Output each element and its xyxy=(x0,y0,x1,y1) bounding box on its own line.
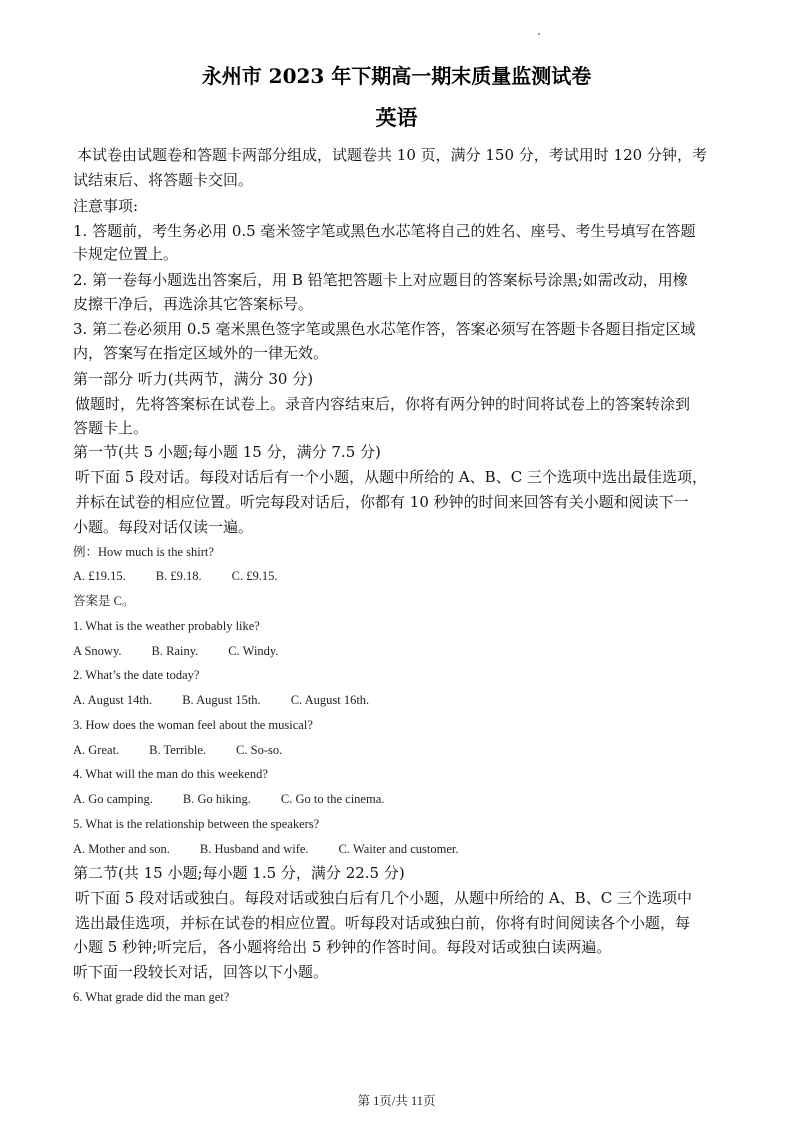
question-5: 5. What is the relationship between the speakers? xyxy=(73,817,320,831)
option-c: C. Go to the cinema. xyxy=(280,792,385,806)
option-b: B. August 15th. xyxy=(182,693,261,707)
question-2-options xyxy=(73,690,399,710)
section2-instruction: 听下面一段较长对话，回答以下小题。 xyxy=(73,963,329,981)
note-2-line-2: 皮擦干净后，再选涂其它答案标号。 xyxy=(73,295,314,313)
notes-heading: 注意事项: xyxy=(73,197,139,215)
question-3-options xyxy=(73,740,312,760)
option-b: B. Rainy. xyxy=(151,644,199,658)
question-1-options xyxy=(73,641,308,661)
option-a: A. August 14th. xyxy=(73,693,153,707)
note-2-line-1: 2. 第一卷每小题选出答案后，用 B 铅笔把答题卡上对应题目的答案标号涂黑;如需改动，用橡 xyxy=(73,271,688,289)
exam-title: 永州市 2023 年下期高一期末质量监测试卷 xyxy=(201,64,592,88)
option-a: A. Mother and son. xyxy=(73,842,170,856)
section1-heading: 第一节(共 5 小题;每小题 15 分，满分 7.5 分) xyxy=(73,443,381,461)
note-1-line-2: 卡规定位置上。 xyxy=(73,245,179,263)
option-c: C. So-so. xyxy=(236,743,283,757)
part1-desc-line-2: 答题卡上。 xyxy=(73,419,149,437)
page-footer: 第 1页/共 11页 xyxy=(357,1094,436,1108)
scan-dot xyxy=(538,33,540,35)
option-c: C. £9.15. xyxy=(231,569,278,583)
intro-line-2: 试结束后、将答题卡交回。 xyxy=(73,171,254,189)
option-a: A. £19.15. xyxy=(73,569,126,583)
option-b: B. £9.18. xyxy=(155,569,202,583)
option-b: B. Terrible. xyxy=(149,743,207,757)
note-1-line-1: 1. 答题前，考生务必用 0.5 毫米签字笔或黑色水芯笔将自己的姓名、座号、考生号填写在答题 xyxy=(73,222,696,240)
option-c: C. August 16th. xyxy=(290,693,370,707)
question-1: 1. What is the weather probably like? xyxy=(73,619,260,633)
option-c: C. Windy. xyxy=(228,644,279,658)
option-b: B. Husband and wife. xyxy=(199,842,309,856)
note-3-line-1: 3. 第二卷必须用 0.5 毫米黑色签字笔或黑色水芯笔作答，答案必须写在答题卡各题目指定区域 xyxy=(73,320,696,338)
option-a: A Snowy. xyxy=(73,644,122,658)
subject-title: 英语 xyxy=(375,105,418,130)
section1-desc-line-1: 听下面 5 段对话。每段对话后有一个小题，从题中所给的 A、B、C 三个选项中选出最佳选项， xyxy=(75,468,707,486)
question-3: 3. How does the woman feel about the musical? xyxy=(73,718,313,732)
example-options xyxy=(73,566,307,586)
section1-desc-line-3: 小题。每段对话仅读一遍。 xyxy=(73,518,254,536)
note-3-line-2: 内，答案写在指定区域外的一律无效。 xyxy=(73,344,329,362)
section2-desc-line-3: 小题 5 秒钟;听完后，各小题将给出 5 秒钟的作答时间。每段对话或独白读两遍。 xyxy=(73,938,612,956)
part1-desc-line-1: 做题时，先将答案标在试卷上。录音内容结束后，你将有两分钟的时间将试卷上的答案转涂到 xyxy=(75,395,691,413)
question-5-options xyxy=(73,839,488,859)
option-b: B. Go hiking. xyxy=(182,792,251,806)
example-answer: 答案是 C。 xyxy=(73,594,135,608)
question-4-options xyxy=(73,789,414,809)
option-a: A. Great. xyxy=(73,743,120,757)
question-2: 2. What’s the date today? xyxy=(73,668,200,682)
section2-desc-line-2: 选出最佳选项，并标在试卷的相应位置。听每段对话或独白前，你将有时间阅读各个小题，每 xyxy=(75,914,691,932)
question-6: 6. What grade did the man get? xyxy=(73,990,230,1004)
section2-heading: 第二节(共 15 小题;每小题 1.5 分，满分 22.5 分) xyxy=(73,864,405,882)
section1-desc-line-2: 并标在试卷的相应位置。听完每段对话后，你都有 10 秒钟的时间来回答有关小题和阅读下一 xyxy=(75,493,689,511)
example-question: 例：How much is the shirt? xyxy=(73,545,214,559)
part1-heading: 第一部分 听力(共两节，满分 30 分) xyxy=(73,370,314,388)
intro-line-1: 本试卷由试题卷和答题卡两部分组成，试题卷共 10 页，满分 150 分，考试用时 120 分钟，考 xyxy=(77,146,707,164)
section2-desc-line-1: 听下面 5 段对话或独白。每段对话或独白后有几个小题，从题中所给的 A、B、C 三个选项中 xyxy=(75,889,692,907)
option-a: A. Go camping. xyxy=(73,792,153,806)
option-c: C. Waiter and customer. xyxy=(338,842,459,856)
question-4: 4. What will the man do this weekend? xyxy=(73,767,268,781)
